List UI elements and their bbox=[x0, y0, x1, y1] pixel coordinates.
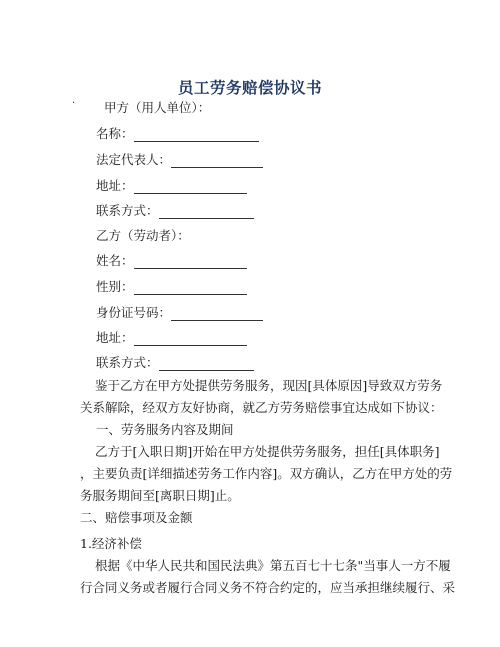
bullet-mark: · bbox=[72, 98, 76, 109]
field-label: 性别： bbox=[96, 279, 134, 294]
paragraph-line: 鉴于乙方在甲方处提供劳务服务，现因[具体原因]导致双方劳务 bbox=[95, 378, 443, 393]
intro-paragraph bbox=[80, 375, 443, 419]
representative-blank[interactable] bbox=[171, 154, 263, 168]
party-b-id-field bbox=[96, 305, 263, 321]
name-blank[interactable] bbox=[134, 128, 259, 142]
field-label: 姓名： bbox=[96, 253, 134, 268]
section-2-heading: 二、赔偿事项及金额 bbox=[80, 510, 193, 525]
section-1-heading: 一、劳务服务内容及期间 bbox=[96, 422, 234, 437]
party-b-contact-field bbox=[96, 355, 254, 371]
address-blank[interactable] bbox=[134, 332, 247, 346]
contact-blank[interactable] bbox=[159, 357, 254, 371]
party-b-name-field bbox=[96, 253, 247, 269]
paragraph-line: 根据《中华人民共和国民法典》第五百七十七条"当事人一方不履 bbox=[95, 558, 451, 573]
document-title: 员工劳务赔偿协议书 bbox=[177, 79, 322, 97]
party-a-address-field bbox=[96, 178, 247, 194]
field-label: 地址： bbox=[96, 178, 134, 193]
field-label: 联系方式： bbox=[96, 355, 159, 370]
party-a-representative-field bbox=[96, 152, 263, 168]
party-a-contact-field bbox=[96, 203, 254, 219]
field-label: 地址： bbox=[96, 330, 134, 345]
party-b-gender-field bbox=[96, 279, 247, 295]
paragraph-line: ，主要负责[详细描述劳务工作内容]。双方确认，乙方在甲方处的劳 bbox=[80, 466, 453, 481]
field-label: 名称： bbox=[96, 126, 134, 141]
gender-blank[interactable] bbox=[134, 281, 247, 295]
paragraph-line: 关系解除，经双方友好协商，就乙方劳务赔偿事宜达成如下协议： bbox=[80, 400, 443, 415]
field-label: 联系方式： bbox=[96, 203, 159, 218]
section-2-paragraph bbox=[80, 555, 456, 599]
paragraph-line: 务服务期间至[离职日期]止。 bbox=[80, 488, 240, 503]
party-b-heading: 乙方（劳动者）： bbox=[96, 228, 190, 243]
subsection-heading: 1.经济补偿 bbox=[80, 536, 142, 551]
party-b-address-field bbox=[96, 330, 247, 346]
id-number-blank[interactable] bbox=[171, 307, 263, 321]
field-label: 法定代表人： bbox=[96, 152, 172, 167]
name-blank[interactable] bbox=[134, 255, 247, 269]
party-a-heading: 甲方（用人单位）： bbox=[104, 100, 211, 115]
party-a-name-field bbox=[96, 126, 259, 142]
address-blank[interactable] bbox=[134, 180, 247, 194]
contact-blank[interactable] bbox=[159, 205, 254, 219]
paragraph-line: 乙方于[入职日期]开始在甲方处提供劳务服务，担任[具体职务] bbox=[95, 444, 440, 459]
paragraph-line: 行合同义务或者履行合同义务不符合约定的，应当承担继续履行、采 bbox=[80, 580, 456, 595]
section-1-paragraph bbox=[80, 441, 453, 507]
field-label: 身份证号码： bbox=[96, 305, 172, 320]
